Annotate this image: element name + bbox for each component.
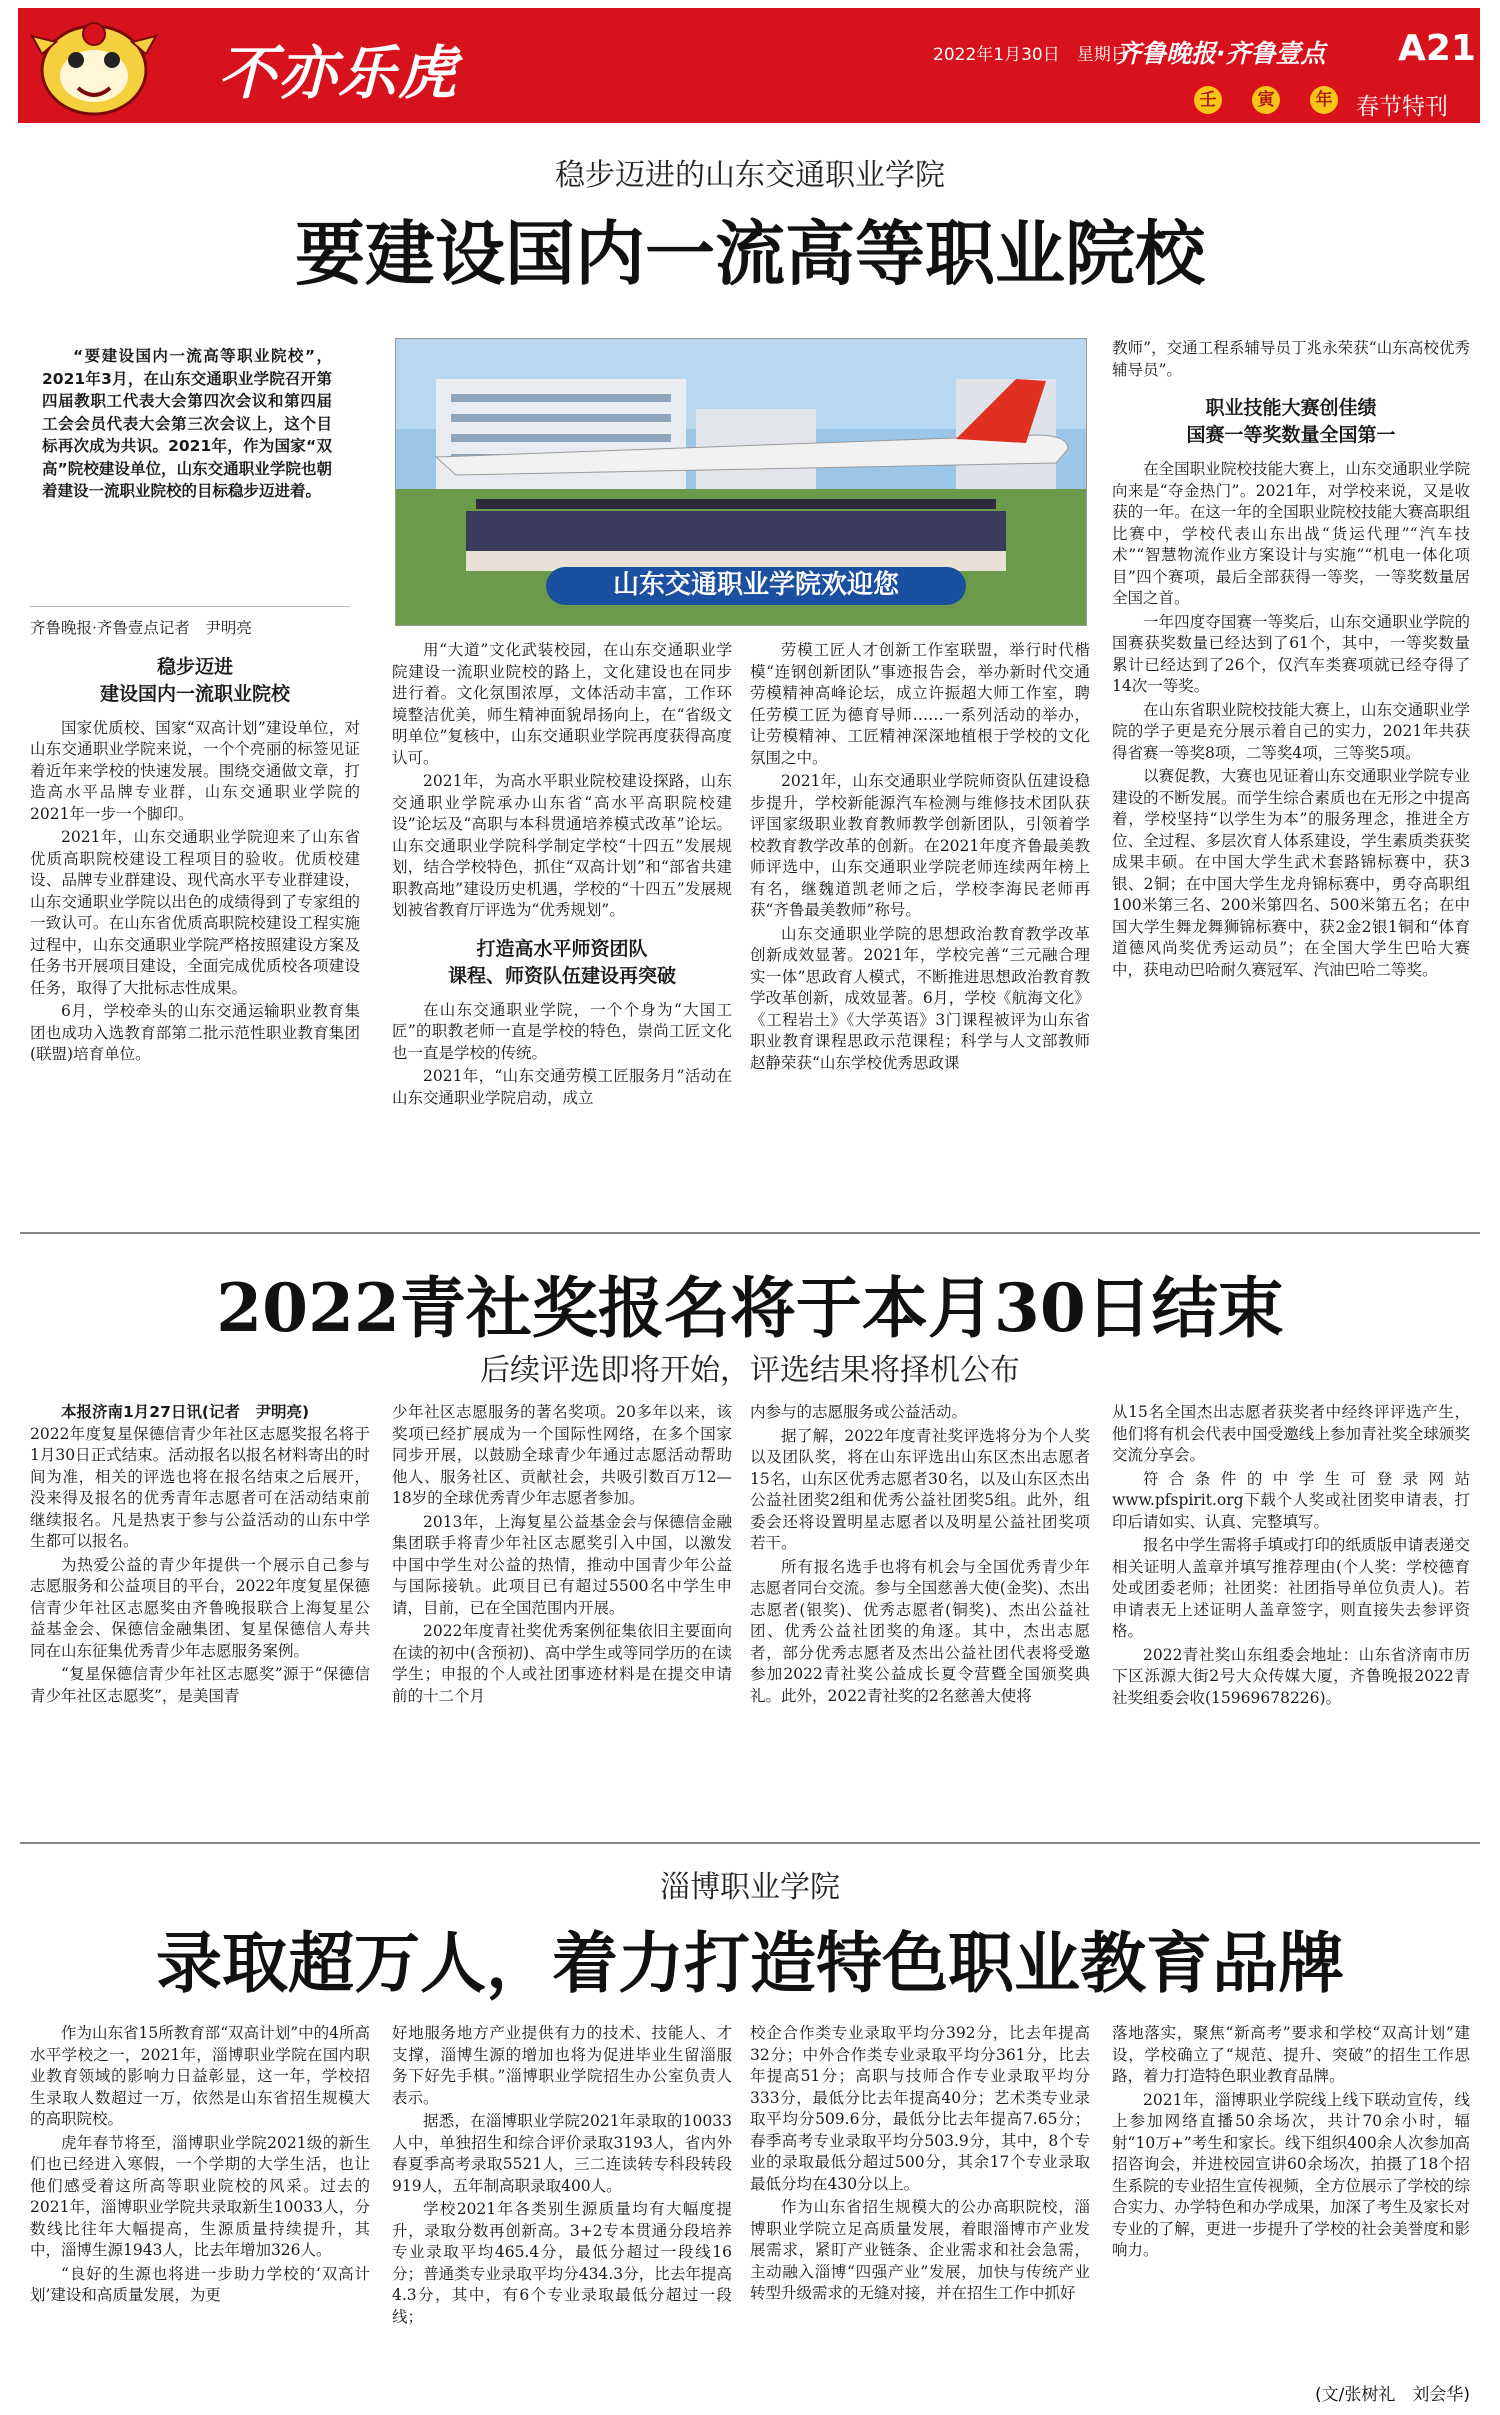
- masthead: [18, 8, 1480, 123]
- article2-headline: 2022青社奖报名将于本月30日结束: [216, 1269, 1284, 1347]
- paragraph: 据悉，在淄博职业学院2021年录取的10033人中，单独招生和综合评价录取3193人，省内外春夏季高考录取5521人，三二连读转专科段转段919人，五年制高职录取400人。: [392, 2112, 732, 2195]
- paragraph: 校企合作类专业录取平均分392分，比去年提高32分；中外合作类专业录取平均分361分，比去年提高51分；高职与技师合作专业录取平均分333分，最低分比去年提高40分；艺术类专业录取平均分509.6分，最低分比去年提高7.65分；春季高考专业录取平均分503.9分，其中，8个专业的录取最低分超过500分，其余17个专业录取最低分均在430分以上。: [750, 2024, 1090, 2193]
- paragraph: “复星保德信青少年社区志愿奖”源于“保德信青少年社区志愿奖”，是美国青: [30, 1665, 370, 1705]
- newspaper-brand: 齐鲁晚报·齐鲁壹点: [1116, 39, 1326, 68]
- article1-column-4: [1112, 338, 1470, 983]
- zodiac-badge: 年: [1310, 86, 1338, 114]
- issue-date: 2022年1月30日 星期日: [933, 45, 1128, 65]
- article3-column-3: [750, 2023, 1090, 2307]
- paragraph: 好地服务地方产业提供有力的技术、技能人、才支撑，淄博生源的增加也将为促进毕业生留淄服务下好先手棋。”淄博职业学院招生办公室负责人表示。: [392, 2024, 732, 2107]
- paragraph: 据了解，2022年度青社奖评选将分为个人奖以及团队奖，将在山东评选出山东区杰出志愿者15名，山东区优秀志愿者30名，以及山东区杰出公益社团奖2组和优秀公益社团奖5组。此外，组委会还将设置明星志愿者以及明星公益社团奖项若干。: [750, 1426, 1090, 1552]
- paragraph: 2021年，淄博职业学院线上线下联动宣传，线上参加网络直播50余场次，共计70余小时，辐射“10万+”考生和家长。线下组织400余人次参加高招咨询会，并进校园宣讲60余场次，拍摄了18个招生系院的专业招生宣传视频，全方位展示了学校的综合实力、办学特色和办学成果，加深了考生及家长对专业的了解，更进一步提升了学校的社会美誉度和影响力。: [1112, 2090, 1470, 2259]
- paragraph: 所有报名选手也将有机会与全国优秀青少年志愿者同台交流。参与全国慈善大使(金奖)、杰出志愿者(银奖)、优秀志愿者(铜奖)、杰出公益社团、优秀公益社团奖的角逐。其中，杰出志愿者，部分优秀志愿者及杰出公益社团代表将受邀参加2022青社奖公益成长夏令营暨全国颁奖典礼。此外，2022青社奖的2名慈善大使将: [750, 1557, 1090, 1705]
- paragraph: 虎年春节将至，淄博职业学院2021级的新生们也已经进入寒假，一个学期的大学生活，也让他们感受着这所高等职业院校的风采。过去的2021年，淄博职业学院共录取新生10033人，分数线比往年大幅提高，生源质量持续提升，其中，淄博生源1943人，比去年增加326人。: [30, 2133, 370, 2259]
- paragraph: 山东交通职业学院的思想政治教育教学改革创新成效显著。2021年，学校完善“三元融合理实一体”思政育人模式，不断推进思想政治教育教学改革创新，成效显著。6月，学校《航海文化》《工程岩土》《大学英语》3门课程被评为山东省职业教育课程思政示范课程；科学与人文部教师赵静荣获“山东学校优秀思政课: [750, 924, 1090, 1072]
- paragraph: 劳模工匠人才创新工作室联盟，举行时代楷模“连钢创新团队”事迹报告会，举办新时代交通劳模精神高峰论坛，成立许振超大师工作室，聘任劳模工匠为德育导师……一系列活动的举办，让劳模精神、工匠精神深深地植根于学校的文化氛围之中。: [750, 641, 1090, 767]
- paragraph: 在山东省职业院校技能大赛上，山东交通职业学院的学子更是充分展示着自己的实力，2021年共获得省赛一等奖8项，二等奖4项，三等奖5项。: [1112, 700, 1470, 762]
- paragraph: 以赛促教，大赛也见证着山东交通职业学院专业建设的不断发展。而学生综合素质也在无形之中提高着，学校坚持“以学生为本”的服务理念，推进全方位、全过程、多层次育人体系建设，学生素质类获奖成果丰硕。在中国大学生武术套路锦标赛中，获3银、2铜；在中国大学生龙舟锦标赛中，勇夺高职组100米第三名、200米第四名、500米第五名；在中国大学生舞龙舞狮锦标赛中，获2金2银1铜和“体育道德风尚奖优秀运动员”；在全国大学生巴哈大赛中，获电动巴哈耐久赛冠军、汽油巴哈二等奖。: [1112, 767, 1470, 979]
- paragraph: 在山东交通职业学院，一个个身为“大国工匠”的职教老师一直是学校的特色，崇尚工匠文化也一直是学校的传统。: [392, 1000, 732, 1062]
- paragraph: 一年四度夺国赛一等奖后，山东交通职业学院的国赛获奖数量已经达到了61个，其中，一等奖数量累计已经达到了26个，仅汽车类赛项就已经夺得了14次一等奖。: [1112, 612, 1470, 695]
- paragraph: 学校2021年各类别生源质量均有大幅度提升，录取分数再创新高。3+2专本贯通分段培养专业录取平均465.4分，最低分超过一段线16分；普通类专业录取平均分434.3分，比去年提高4.3分，其中，有6个专业录取最低分超过一段线；: [392, 2200, 732, 2326]
- paragraph: 报名中学生需将手填或打印的纸质版申请表递交相关证明人盖章并填写推荐理由(个人奖：学校德育处或团委老师；社团奖：社团指导单位负责人)。若申请表无上述证明人盖章签字，则直接失去参评资格。: [1112, 1536, 1470, 1640]
- paragraph: 2022青社奖山东组委会地址：山东省济南市历下区泺源大街2号大众传媒大厦，齐鲁晚报2022青社奖组委会收(15969678226)。: [1112, 1645, 1470, 1707]
- paragraph: 2013年，上海复星公益基金会与保德信金融集团联手将青少年社区志愿奖引入中国，以激发中国中学生对公益的热情，推动中国青少年公益与国际接轨。此项目已有超过5500名中学生申请，目前，已在全国范围内开展。: [392, 1512, 732, 1617]
- article3-column-1: [30, 2023, 370, 2309]
- article2-column-1: [30, 1402, 370, 1709]
- paragraph: 6月，学校牵头的山东交通运输职业教育集团也成功入选教育部第二批示范性职业教育集团(联盟)培育单位。: [30, 1002, 360, 1063]
- paragraph: 用“大道”文化武装校园，在山东交通职业学院建设一流职业院校的路上，文化建设也在同步进行着。文化氛围浓厚，文体活动丰富，工作环境整洁优美，师生精神面貌昂扬向上，在“省级文明单位”复核中，山东交通职业学院再度获得高度认可。: [392, 641, 732, 767]
- section-divider: [20, 1842, 1480, 1844]
- article3-headline: 录取超万人，着力打造特色职业教育品牌: [156, 1924, 1344, 2002]
- page-number: A21: [1398, 28, 1476, 69]
- paragraph: 国家优质校、国家“双高计划”建设单位，对山东交通职业学院来说，一个个亮丽的标签见证着近年来学校的快速发展。围绕交通做文章，打造高水平品牌专业群，山东交通职业学院的2021年一步一个脚印。: [30, 718, 360, 823]
- zodiac-year-badges: [1194, 86, 1338, 114]
- article2-subhead: 后续评选即将开始，评选结果将择机公布: [480, 1353, 1020, 1388]
- section-divider: [20, 1232, 1480, 1234]
- article3-credit: (文/张树礼 刘会华): [1315, 2385, 1470, 2405]
- article1-subhead-2: 打造高水平师资团队 课程、师资队伍建设再突破: [447, 937, 676, 987]
- article2-column-4: [1112, 1402, 1470, 1711]
- article1-kicker: 稳步迈进的山东交通职业学院: [555, 158, 945, 193]
- photo-banner-text: 山东交通职业学院欢迎您: [612, 570, 900, 600]
- paragraph: 为热爱公益的青少年提供一个展示自己参与志愿服务和公益项目的平台，2022年度复星保德信青少年社区志愿奖由齐鲁晚报联合上海复星公益基金会、保德信金融集团、复星保德信人寿共同在山东征集优秀青少年志愿服务案例。: [30, 1555, 370, 1660]
- paragraph: 2021年，“山东交通劳模工匠服务月”活动在山东交通职业学院启动，成立: [392, 1067, 732, 1107]
- article1-byline: 齐鲁晚报·齐鲁壹点记者 尹明亮: [30, 619, 252, 637]
- paragraph: 2021年，山东交通职业学院迎来了山东省优质高职院校建设工程项目的验收。优质校建设、品牌专业群建设、现代高水平专业群建设，山东交通职业学院以出色的成绩得到了专家组的一致认可。在山东省优质高职院校建设工程实施过程中，山东交通职业学院严格按照建设方案及任务书开展项目建设，全面完成优质校各项建设任务，取得了大批标志性成果。: [30, 828, 360, 997]
- paragraph: 2021年，山东交通职业学院师资队伍建设稳步提升，学校新能源汽车检测与维修技术团队获评国家级职业教育教师教学创新团队，引领着学校教育教学改革的创新。在2021年度齐鲁最美教师评选中，山东交通职业学院老师连续两年榜上有名，继魏道凯老师之后，学校李海民老师再获“齐鲁最美教师”称号。: [750, 772, 1090, 919]
- article2-column-2: [392, 1402, 732, 1709]
- article1-column-2: [392, 640, 732, 1111]
- article1-intro: “要建设国内一流高等职业院校”，2021年3月，在山东交通职业学院召开第四届教职工代表大会第四次会议和第四届工会会员代表大会第三次会议上，这个目标再次成为共识。2021年，作为国家“双高”院校建设单位，山东交通职业学院也朝着建设一流职业院校的目标稳步迈进着。: [42, 347, 332, 500]
- article1-subhead-1: 稳步迈进 建设国内一流职业院校: [99, 655, 290, 705]
- paragraph: 2021年，为高水平职业院校建设探路，山东交通职业学院承办山东省“高水平高职院校建设”论坛及“高职与本科贯通培养模式改革”论坛。山东交通职业学院科学制定学校“十四五”发展规划，结合学校特色，抓住“双高计划”和“部省共建职教高地”建设历史机遇，学校的“十四五”发展规划被省教育厅评选为“优秀规划”。: [392, 772, 732, 919]
- paragraph: 作为山东省15所教育部“双高计划”中的4所高水平学校之一，2021年，淄博职业学院在国内职业教育领域的影响力日益彰显，这一年，学校招生录取人数超过一万，依然是山东省招生规模大的高职院校。: [30, 2024, 370, 2128]
- tiger-mascot-icon: [28, 14, 158, 118]
- paragraph: 从15名全国杰出志愿者获奖者中经终评评选产生，他们将有机会代表中国受邀线上参加青社奖全球颁奖交流分享会。: [1112, 1403, 1470, 1464]
- zodiac-badge: 寅: [1252, 86, 1280, 114]
- article1-column-1: [30, 618, 360, 1068]
- section-name: 春节特刊: [1356, 94, 1448, 120]
- paragraph: 落地落实，聚焦“新高考”要求和学校“双高计划”建设，学校确立了“规范、提升、突破”的招生工作思路，着力打造特色职业教育品牌。: [1112, 2024, 1470, 2085]
- paragraph: 少年社区志愿服务的著名奖项。20多年以来，该奖项已经扩展成为一个国际性网络，在多个国家同步开展，以鼓励全球青少年通过志愿活动帮助他人、服务社区、贡献社会，共吸引数百万12—18岁的全球优秀青少年志愿者参加。: [392, 1403, 732, 1507]
- article3-column-2: [392, 2023, 732, 2330]
- paragraph: 内参与的志愿服务或公益活动。: [750, 1403, 968, 1421]
- article1-subhead-3: 职业技能大赛创佳绩 国赛一等奖数量全国第一: [1186, 397, 1396, 446]
- paragraph: 作为山东省招生规模大的公办高职院校，淄博职业学院立足高质量发展，着眼淄博市产业发展需求，紧盯产业链条、企业需求和社会急需，主动融入淄博“四强产业”发展，加快与传统产业转型升级需求的无缝对接，并在招生工作中抓好: [750, 2198, 1090, 2302]
- article3-kicker: 淄博职业学院: [660, 1870, 840, 1905]
- article2-byline: 本报济南1月27日讯(记者 尹明亮): [61, 1403, 310, 1421]
- article3-column-4: [1112, 2023, 1470, 2264]
- paragraph: 2022年度复星保德信青少年社区志愿奖报名将于1月30日正式结束。活动报名以报名材料寄出的时间为准，相关的评选也将在报名结束之后展开，没来得及报名的优秀青年志愿者可在活动结束前继续报名。凡是热衷于参与公益活动的山东中学生都可以报名。: [30, 1424, 370, 1550]
- paragraph: 2022年度青社奖优秀案例征集依旧主要面向在读的初中(含预初)、高中学生或等同学历的在读学生；申报的个人或社团事迹材料是在提交申请前的十二个月: [392, 1622, 732, 1705]
- column-title: 不亦乐虎: [218, 39, 459, 107]
- zodiac-badge: 壬: [1194, 86, 1222, 114]
- campus-photo: [395, 338, 1087, 626]
- article1-column-3: [750, 640, 1090, 1076]
- intro-divider: [30, 606, 350, 607]
- paragraph: “良好的生源也将进一步助力学校的‘双高计划’建设和高质量发展，为更: [30, 2264, 370, 2304]
- article1-headline: 要建设国内一流高等职业院校: [295, 212, 1205, 295]
- article2-column-3: [750, 1402, 1090, 1709]
- paragraph: 符合条件的中学生可登录网站www.pfspirit.org下载个人奖或社团奖申请表，打印后请如实、认真、完整填写。: [1112, 1469, 1470, 1531]
- paragraph: 在全国职业院校技能大赛上，山东交通职业学院向来是“夺金热门”。2021年，对学校来说，又是收获的一年。在这一年的全国职业院校技能大赛高职组比赛中，学校代表山东出战“货运代理”“汽车技术”“智慧物流作业方案设计与实施”“机电一体化项目”四个赛项，最后全部获得一等奖，一等奖数量居全国之首。: [1112, 460, 1470, 607]
- paragraph: 教师”，交通工程系辅导员丁兆永荣获“山东高校优秀辅导员”。: [1112, 339, 1470, 379]
